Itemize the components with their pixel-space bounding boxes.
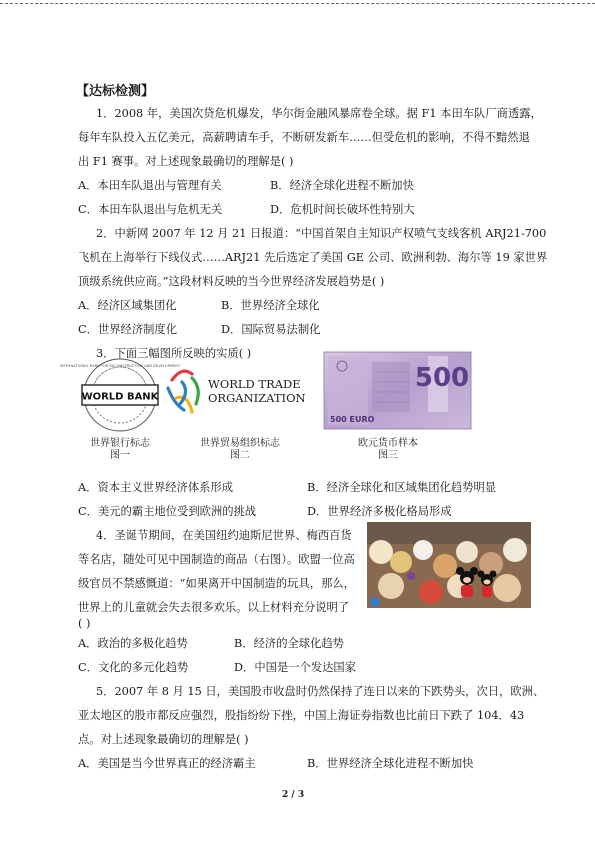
q4-line-5: ( ) <box>78 617 91 630</box>
caption-2-number: 图二 <box>230 450 250 461</box>
world-bank-ring-text: INTERNATIONAL BANK FOR RECONSTRUCTION AND DEVELOPMENT <box>59 364 181 368</box>
q2-option-c: C．世界经济制度化 <box>78 323 178 336</box>
wto-text-line-1: WORLD TRADE <box>208 377 301 391</box>
q4-line-4: 世界上的儿童就会失去很多欢乐。以上材料充分说明了 <box>78 601 350 614</box>
q2-line-1: 2．中新网 2007 年 12 月 21 日报道：“中国首架自主知识产权喷气支线客机 ARJ21-700 <box>96 227 547 240</box>
q2-line-2: 飞机在上海举行下线仪式……ARJ21 先后选定了美国 GE 公司、欧洲利勃、海尔等 19 家世界 <box>78 251 548 264</box>
q1-line-2: 每年车队投入五亿美元，高薪聘请车手，不断研发新车……但受危机的影响，不得不黯然退 <box>78 131 530 144</box>
q3-option-a: A．资本主义世界经济体系形成 <box>78 481 234 494</box>
caption-figure-3 <box>348 438 428 462</box>
wto-text-line-2: ORGANIZATION <box>208 391 306 405</box>
q4-option-d: D．中国是一个发达国家 <box>234 661 357 674</box>
q5-line-2: 亚太地区的股市都反应强烈，股指纷纷下挫，中国上海证券指数也比前日下跌了 104．43 <box>78 709 525 722</box>
q1-option-d: D．危机时间长破坏性特别大 <box>270 203 415 216</box>
q3-option-b: B．经济全球化和区域集团化趋势明显 <box>307 481 497 494</box>
q1-option-a: A．本田车队退出与管理有关 <box>78 179 222 192</box>
q5-option-a: A．美国是当今世界真正的经济霸主 <box>78 757 256 770</box>
q2-option-b: B．世界经济全球化 <box>221 299 320 312</box>
q4-line-1: 4．圣诞节期间，在美国纽约迪斯尼世界、梅西百货 <box>96 529 352 542</box>
world-bank-text: WORLD BANK <box>81 391 159 403</box>
q5-option-b: B．世界经济全球化进程不断加快 <box>307 757 474 770</box>
q1-line-3: 出 F1 赛事。对上述现象最确切的理解是( ) <box>78 155 294 168</box>
euro-value-text: 500 <box>414 363 470 393</box>
q2-line-3: 顶级系统供应商。”这段材料反映的当今世界经济发展趋势是( ) <box>78 275 385 288</box>
wto-emblem-icon <box>168 371 198 412</box>
q4-line-2: 等名店，随处可见中国制造的商品（右图）。欧盟一位高 <box>78 553 355 566</box>
q4-option-a: A．政治的多极化趋势 <box>78 637 188 650</box>
euro-banknote-image <box>324 352 471 429</box>
caption-1-title: 世界银行标志 <box>90 438 150 449</box>
caption-1-number: 图一 <box>110 450 130 461</box>
caption-figure-1 <box>82 438 158 462</box>
caption-3-title: 欧元货币样本 <box>358 438 418 449</box>
toys-photo-image <box>367 522 531 608</box>
caption-figure-2 <box>190 438 290 462</box>
page-top-border <box>0 3 595 4</box>
caption-2-title: 世界贸易组织标志 <box>200 438 280 449</box>
q3-option-c: C．美元的霸主地位受到欧洲的挑战 <box>78 505 257 518</box>
euro-corner-text: 500 EURO <box>330 415 375 424</box>
q5-line-1: 5．2007 年 8 月 15 日，美国股市收盘时仍然保持了连日以来的下跌势头，次日，欧洲、 <box>96 685 545 698</box>
q4-line-3: 级官员不禁感慨道：“如果离开中国制造的玩具，那么， <box>78 577 355 590</box>
q3-option-d: D．世界经济多极化格局形成 <box>307 505 452 518</box>
wto-logo <box>162 364 312 426</box>
q2-option-d: D．国际贸易法制化 <box>221 323 321 336</box>
q1-line-1: 1．2008 年，美国次贷危机爆发，华尔街金融风暴席卷全球。据 F1 本田车队厂商透露， <box>96 107 542 120</box>
q1-option-c: C．本田车队退出与危机无关 <box>78 203 223 216</box>
section-title: 【达标检测】 <box>76 84 155 99</box>
world-bank-logo <box>59 355 181 435</box>
q3-stem: 3．下面三幅图所反映的实质( ) <box>96 347 252 360</box>
q4-option-c: C．文化的多元化趋势 <box>78 661 189 674</box>
caption-3-number: 图三 <box>378 450 398 461</box>
q4-option-b: B．经济的全球化趋势 <box>234 637 344 650</box>
q1-option-b: B．经济全球化进程不断加快 <box>270 179 414 192</box>
q2-option-a: A．经济区域集团化 <box>78 299 177 312</box>
page-number: 2 / 3 <box>282 790 305 800</box>
q5-line-3: 点。对上述现象最确切的理解是( ) <box>78 733 249 746</box>
